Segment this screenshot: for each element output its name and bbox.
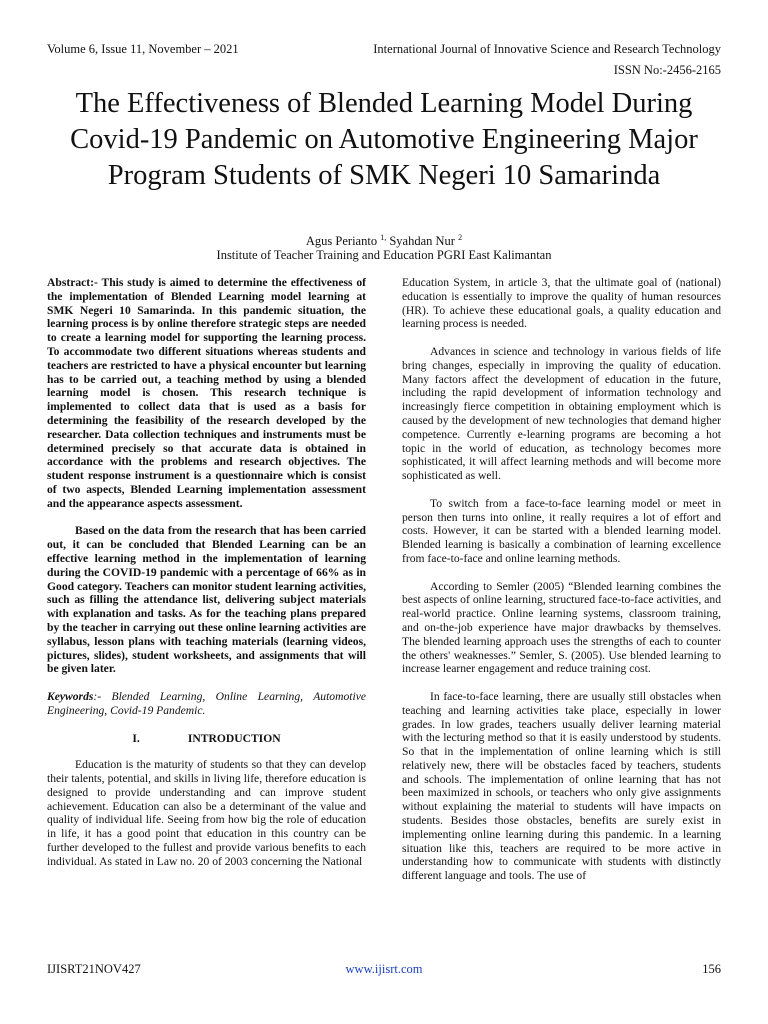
footer-website-link[interactable]: www.ijisrt.com bbox=[345, 962, 423, 976]
right-paragraph-5: In face-to-face learning, there are usually still obstacles when teaching and learning activities take place, especially in lower grades. In low grades, teachers usually deliver learning material with the lecturing method so that it is easily understood by students. So that in the implementation of online learning which is still relatively new, there will be obstacles faced by teachers, students and schools. The implementation of online learning that has not been maximized in schools, or teachers who only give assignments without explaining the material to students will have impacts on students. Besides those obstacles, benefits are surely exist in implementing online learning during this pandemic. In a learning situation like this, teachers are required to be more active in understanding how to communicate with students with distinctly different language and tools. The use of bbox=[402, 689, 721, 883]
intro-paragraph-1: Education is the maturity of students so that they can develop their talents, potential, and skills in living life, therefore education is designed to provide understanding and can improve student achievement. Education can also be a determinant of the value and quality of individual life. Seeing from how big the role of education in life, it has a good point that education in this country can be further developed to the fullest and provide various benefits to each individual. As stated in Law no. 20 of 2003 concerning the National bbox=[47, 758, 366, 868]
right-paragraph-2: Advances in science and technology in various fields of life bring changes, especially in improving the quality of education. Many factors affect the development of education in the future, including the rapid development of information technology and increasingly fierce competition in obtaining employment which is caused by the development of new technologies that demand higher competence. Currently e-learning programs are becoming a hot topic in the world of education, as technology becomes more sophisticated, it will affect learning methods and will become more sophisticated as well. bbox=[402, 344, 721, 483]
author-1-sup: 1, bbox=[380, 233, 387, 242]
section-number: I. bbox=[132, 731, 140, 745]
header-volume: Volume 6, Issue 11, November – 2021 bbox=[47, 42, 239, 56]
abstract-paragraph-1: Abstract:- This study is aimed to determine the effectiveness of the implementation of Blended Learning model learning at SMK Negeri 10 Samarinda. In this pandemic situation, the learning process is by online therefore strategic steps are needed to create a learning model for supporting the learning process. To accommodate two different situations whereas students and teachers are restricted to have a physical encounter but learning has to be carried out, a teaching method by using a blended learning model is chosen. This research technique is implemented to collect data that is used as a basis for determining the feasibility of the research developed by the researcher. Data collection techniques and instruments must be determined precisely so that accurate data is obtained in accordance with the problems and research objectives. The student response instrument is a questionnaire which is consist of two aspects, Blended Learning implementation assessment and the appearance aspects assessment. bbox=[47, 276, 366, 510]
right-column bbox=[402, 276, 721, 883]
affiliation: Institute of Teacher Training and Education PGRI East Kalimantan bbox=[216, 248, 552, 262]
right-paragraph-1: Education System, in article 3, that the ultimate goal of (national) education is essentially to improve the quality of human resources (HR). To achieve these educational goals, a quality education and learning process is needed. bbox=[402, 276, 721, 331]
paper-title: The Effectiveness of Blended Learning Model During Covid-19 Pandemic on Automotive Engineering Major Program Students of SMK Negeri 10 Samarinda bbox=[70, 88, 698, 191]
right-paragraph-3: To switch from a face-to-face learning model or meet in person then turns into online, it really requires a lot of effort and costs. However, it can be started with a blended learning model. Blended learning is basically a combination of learning excellence from face-to-face and online learning methods. bbox=[402, 496, 721, 565]
header-issn: ISSN No:-2456-2165 bbox=[613, 63, 721, 77]
author-2-sup: 2 bbox=[458, 233, 463, 242]
footer-paper-id: IJISRT21NOV427 bbox=[47, 962, 141, 976]
abstract-paragraph-2: Based on the data from the research that has been carried out, it can be concluded that Blended Learning can be an effective learning method in the implementation of learning during the COVID-19 pandemic with a percentage of 66% as in Good category. Teachers can monitor student learning activities, such as filling the attendance list, delivering subject materials with explanation and tasks. As for the teaching plans prepared by the teacher in carrying out these online learning activities are syllabus, lesson plans with teaching materials (learning videos, pictures, slides), student worksheets, and assignments that will be given later. bbox=[47, 524, 366, 676]
left-column bbox=[47, 276, 366, 869]
keywords bbox=[47, 690, 366, 718]
keywords-text: :- Blended Learning, Online Learning, Automotive Engineering, Covid-19 Pandemic. bbox=[47, 689, 366, 717]
keywords-label: Keywords bbox=[47, 689, 94, 703]
section-title: INTRODUCTION bbox=[187, 731, 281, 745]
footer-page-number: 156 bbox=[702, 962, 721, 976]
section-heading-introduction bbox=[47, 732, 366, 746]
authors bbox=[0, 233, 768, 249]
header-journal: International Journal of Innovative Science and Research Technology bbox=[373, 42, 721, 56]
right-paragraph-4: According to Semler (2005) “Blended learning combines the best aspects of online learning, structured face-to-face activities, and real-world practice. Online learning systems, classroom training, and on-the-job experience have major drawbacks by themselves. The blended learning approach uses the strengths of each to counter the others' weaknesses.” Semler, S. (2005). Use blended learning to increase learner engagement and reduce training cost. bbox=[402, 579, 721, 676]
author-2: Syahdan Nur bbox=[386, 234, 455, 249]
author-1: Agus Perianto bbox=[305, 234, 378, 249]
